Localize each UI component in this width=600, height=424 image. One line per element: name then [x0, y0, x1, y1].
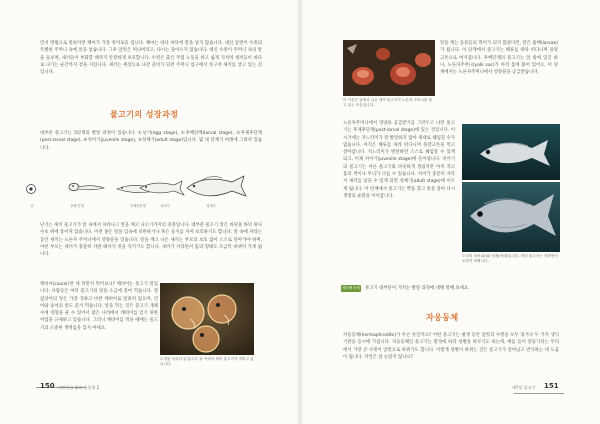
- stage-label-postlarva: 후제후단계: [130, 204, 146, 208]
- intro-paragraph: 먼저 방법으로 말하자면 해마가 가장 흥미로울 겁니다. 해마는 바다 바닥에 알을 낳지 않습니다. 대신 암컷이 수컷의 특별한 주머니 속에 알을 낳습니다. 그후 암컷은 떠나버리고, 다시는 돌아오지 않습니다. 대신 수컷이 주머니 속의 알을 돌보며, 새끼들이 부화할 때까지 안전하게 보호합니다. 수컷은 출산 무렵 노동을 하고 쉽게 지치며 새끼들이 바다로 나가는 순간까지 곁을 지킵니다. 새끼는 세상으로 나갈 준비가 되면 주머니 입구에서 솟구쳐 새끼를 낳고 있는 것입니다.: [40, 41, 262, 76]
- adult-drawing: [187, 176, 246, 196]
- egg-drawing: [27, 185, 36, 194]
- larvae-photo-caption: 이 사진은 알에서 나온 새끼 물고기가 노른자 주머니를 달고 있는 모습입니다.: [343, 98, 432, 107]
- stage-label-adult: 성체기: [206, 204, 216, 208]
- fish-eggs-photo: [160, 283, 254, 355]
- growth-paragraph: 대부분 물고기는 5단계의 발달 과정이 있습니다. ①난기(egg stage), ②후배단계(larval stage), ③후제후단계(post-larval stage), ④치어기(juvenile stage), ⑤성체기(adult stage)입니다. 몇 내 단계가 아래에 그려져 있습니다.: [40, 131, 262, 151]
- right-page: [300, 0, 600, 424]
- stage-label-egg: 난: [30, 204, 34, 208]
- left-footer-title: 어린이를 위한 동물학 2: [58, 385, 100, 390]
- juvenile-drawing: [140, 181, 184, 195]
- question-bar: [341, 283, 559, 297]
- section-heading-growth: 물고기의 성장과정: [110, 110, 179, 119]
- right-footer-rule: [514, 393, 564, 394]
- stage-label-larva: 후배 단계: [70, 204, 84, 208]
- caviar-paragraph: 캐비어(caviar)란 세 뒤먼저 먹어보니? 캐비어는 물고기 알입니다. 사람들은 여러 물고기의 알을 소금에 절여 먹습니다. 철갑상어의 알은 가장 귀하고 비싼 캐비어로 알려져 있으며, 연어와 송어의 알도 즐겨 먹습니다. 알을 먹는 것은 물고기 개체수에 영향을 줄 수 있어서 많은 나라에서 캐비어를 얻기 위한 어업을 규제하고 있습니다. 그러니 캐비어를 먹을 때에는 물고기의 소중한 생명임을 잊지 마세요.: [40, 282, 158, 331]
- left-page-number: 150: [40, 382, 55, 390]
- question-text: 물고기 대부분이 거치는 발달 과정에 대해 말해 보세요.: [365, 285, 470, 291]
- larvae-photo: [343, 40, 435, 96]
- fish-eggs-caption: 수정된 어류의 알입니다. 알 속에서 새끼 물고기가 자라고 있습니다.: [160, 357, 254, 366]
- question-badge: 생각해 보세요: [342, 285, 360, 297]
- larvae-paragraph: 알을 깨는 동물들의 먹이가 되지 않았다면, 알은 흉배(larvae)가 됩니다. 이 단계에서 물고기는 해류를 따라 떠다니며 플랑크톤으로 여겨집니다. 후배단계의 물고기는 알 밖에 있긴 하나, 노른자주머니(yolk sac)가 아직 몸에 붙어 있어요. 이 단계에서는 노른자주머니에서 영양분을 공급받습니다.: [440, 41, 558, 76]
- stage-label-juvenile: 치어기: [160, 204, 170, 208]
- postlarval-paragraph: 노른자주머니에서 영양을 공급받기를 그만두고 나면 물고기는 후제후단계(post-larval stage)에 있는 것입니다. 이 시기에는 지느러미가 잘 발달하지 않아 제대로 헤엄칠 수가 없습니다. 아직은 해류를 따라 떠다니며 플랑크톤을 먹고 살아갑니다. 지느러미가 발달하면 스스로 헤엄칠 수 있게 되고, 이제 치어기(juvenile stage)에 들어섭니다. 치어기의 물고기는 어른 물고기와 비슷하게 생겼지만 아직 작고 몸의 색이나 무늬가 다를 수 있습니다. 치어가 충분히 자라서 새끼를 낳을 수 있게 되면 성체기(adult stage)에 이르게 됩니다. 이 단계에서 물고기는 짝을 찾고 알을 낳아 다시 생명의 순환을 이어갑니다.: [343, 121, 455, 199]
- development-paragraph: 난기는 새끼 물고기가 알 속에서 자라나고 알을 깨고 나오기까지의 과정입니다. 대부분 물고기 알은 바닷물 바닥 위나 수초 위에 흩어져 있습니다. 어떤 종은 알을 입속에 보관하거나 혹은 둥지를 지어 보호하기도 합니다. 알 속에 자라는 동안 새끼는 노른자 주머니에서 영양분을 얻습니다. 알을 깨고 나온 새끼는 부모의 보호 없이 스스로 살아가야 하며, 어떤 부모는 새끼가 충분히 자랄 때까지 곁을 지키기도 합니다. 새끼가 자라면서 몸의 형태도 조금씩 바뀌어 가게 됩니다.: [40, 223, 262, 258]
- right-footer-title: 제7장 물고기: [512, 385, 536, 390]
- larva-drawing: [69, 183, 104, 190]
- adult-fish-photo: [462, 182, 560, 252]
- juvenile-fish-photo: [462, 124, 560, 180]
- section-heading-hermaphrodite: 자웅동체: [426, 313, 459, 322]
- right-page-number: 151: [544, 382, 559, 390]
- fish-photo-caption: 도미의 치어(위)와 성체(아래)입니다. 어린 물고기는 자라면서 모습이 바뀝니다.: [462, 254, 558, 263]
- hermaphrodite-paragraph: 자웅동체(hermaphrodite)가 무슨 뜻일까요? 어떤 물고기는 평생 동안 암컷과 수컷을 모두 겪거나 두 가지 생식기관을 동시에 가집니다. 자웅동체인 물고기는 환경에 따라 성별을 바꾸기도 하는데, 예를 들어 흰동가리는 무리에서 가장 큰 수컷이 암컷으로 바뀌기도 합니다. 이렇게 성별이 바뀌는 것은 물고기가 살아남고 번식하는 데 도움이 됩니다. 자연은 참 놀랍지 않나요?: [343, 333, 559, 360]
